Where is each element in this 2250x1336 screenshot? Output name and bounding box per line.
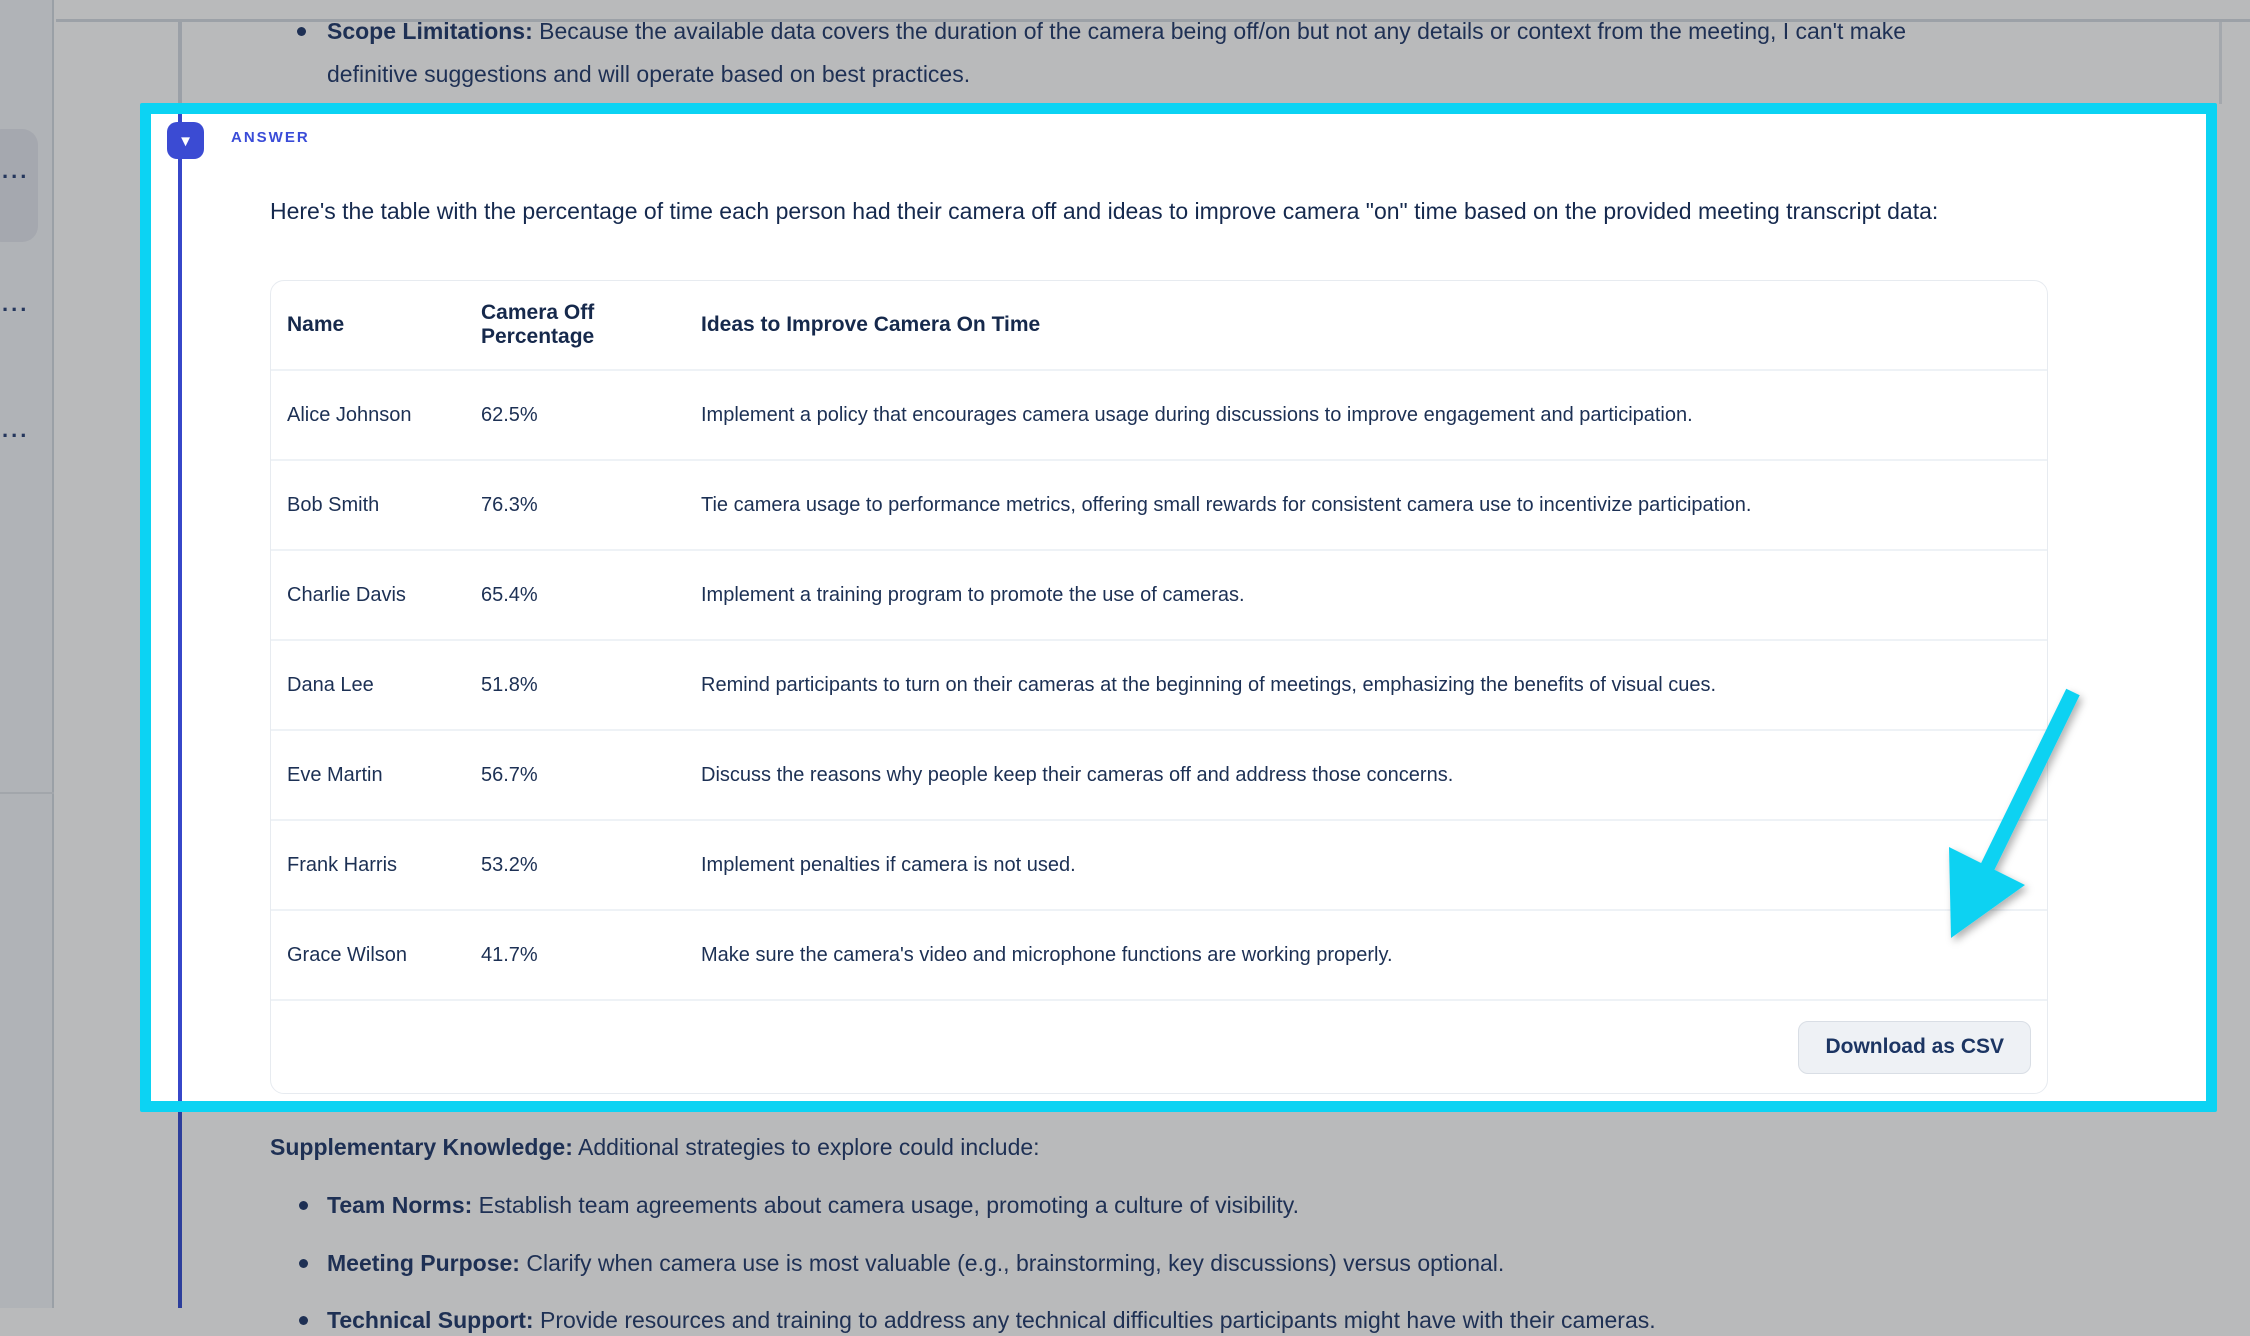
technical-support-label: Technical Support:: [327, 1307, 534, 1333]
column-header-camera-off: Camera Off Percentage: [481, 301, 595, 348]
cell-idea: Implement a policy that encourages camera usage during discussions to improve engagement and participation.: [701, 403, 1693, 426]
team-norms-label: Team Norms:: [327, 1192, 473, 1218]
cell-idea: Remind participants to turn on their cameras at the beginning of meetings, emphasizing the benefits of visual cues.: [701, 673, 1717, 696]
sidebar-card[interactable]: [0, 129, 38, 242]
bullet-icon: [299, 1259, 308, 1268]
table-row: [271, 821, 2047, 911]
cell-name: Dana Lee: [287, 673, 374, 696]
camera-usage-table: [270, 280, 2048, 1094]
cell-camera-off: 76.3%: [481, 493, 538, 516]
cell-camera-off: 41.7%: [481, 943, 538, 966]
supplementary-knowledge-text: Supplementary Knowledge: Additional strategies to explore could include:: [270, 1134, 1040, 1160]
table-row: [271, 551, 2047, 641]
sidebar-item-ellipsis[interactable]: ...: [2, 291, 30, 316]
cell-camera-off: 65.4%: [481, 583, 538, 606]
thread-line-answer: [178, 114, 182, 1101]
scope-limitations-text: Because the available data covers the duration of the camera being off/on but not any details or context from the meeting, I can't make definitive suggestions and will operate based on best practices.: [327, 18, 1907, 87]
cell-idea: Implement penalties if camera is not used.: [701, 853, 1076, 876]
column-header-name: Name: [287, 313, 345, 336]
cell-idea: Make sure the camera's video and microphone functions are working properly.: [701, 943, 1393, 966]
bullet-icon: [297, 27, 306, 36]
answer-intro-text: Here's the table with the percentage of time each person had their camera off and ideas to improve camera "on" time based on the provided meeting transcript data:: [270, 198, 1939, 224]
cell-camera-off: 53.2%: [481, 853, 538, 876]
table-row: [271, 461, 2047, 551]
answer-panel-highlight-box: [140, 103, 2217, 1112]
chevron-down-icon: ▼: [178, 133, 193, 150]
cell-name: Eve Martin: [287, 763, 383, 786]
table-footer: [271, 1001, 2047, 1093]
technical-support-item: Technical Support: Provide resources and training to address any technical difficulties participants might have with their cameras.: [327, 1307, 1656, 1333]
thread-line-bottom: [178, 1112, 182, 1308]
meeting-purpose-label: Meeting Purpose:: [327, 1250, 520, 1276]
table-row: [271, 641, 2047, 731]
download-csv-button[interactable]: Download as CSV: [1798, 1021, 2031, 1074]
scrollbar[interactable]: [2219, 22, 2222, 104]
table-row: [271, 911, 2047, 1001]
sidebar-item-ellipsis[interactable]: ...: [2, 158, 30, 183]
cell-name: Grace Wilson: [287, 943, 408, 966]
left-sidebar: [0, 0, 54, 1308]
scope-limitations-item: [327, 10, 1947, 96]
bullet-icon: [299, 1316, 308, 1325]
sidebar-item-ellipsis[interactable]: ...: [2, 417, 30, 442]
meeting-purpose-item: Meeting Purpose: Clarify when camera use is most valuable (e.g., brainstorming, key discussions) versus optional.: [327, 1250, 1505, 1276]
thread-line-top: [178, 22, 182, 103]
cell-idea: Discuss the reasons why people keep their cameras off and address those concerns.: [701, 763, 1454, 786]
cell-name: Bob Smith: [287, 493, 380, 516]
bullet-icon: [299, 1201, 308, 1210]
cell-name: Frank Harris: [287, 853, 398, 876]
cell-name: Alice Johnson: [287, 403, 412, 426]
cell-camera-off: 62.5%: [481, 403, 538, 426]
cell-name: Charlie Davis: [287, 583, 406, 606]
collapse-answer-button[interactable]: [167, 122, 204, 159]
table-row: [271, 371, 2047, 461]
sidebar-divider: [0, 792, 54, 794]
cell-idea: Tie camera usage to performance metrics, offering small rewards for consistent camera use to incentivize participation.: [701, 493, 1752, 516]
supplementary-knowledge-label: Supplementary Knowledge:: [270, 1134, 573, 1160]
answer-badge: ANSWER: [231, 129, 310, 146]
scope-limitations-label: Scope Limitations:: [327, 18, 533, 44]
cell-idea: Implement a training program to promote the use of cameras.: [701, 583, 1245, 606]
column-header-ideas: Ideas to Improve Camera On Time: [701, 313, 1041, 336]
table-header-row: [271, 281, 2047, 371]
cell-camera-off: 56.7%: [481, 763, 538, 786]
table-row: [271, 731, 2047, 821]
team-norms-item: Team Norms: Establish team agreements about camera usage, promoting a culture of visibility.: [327, 1192, 1299, 1218]
cell-camera-off: 51.8%: [481, 673, 538, 696]
